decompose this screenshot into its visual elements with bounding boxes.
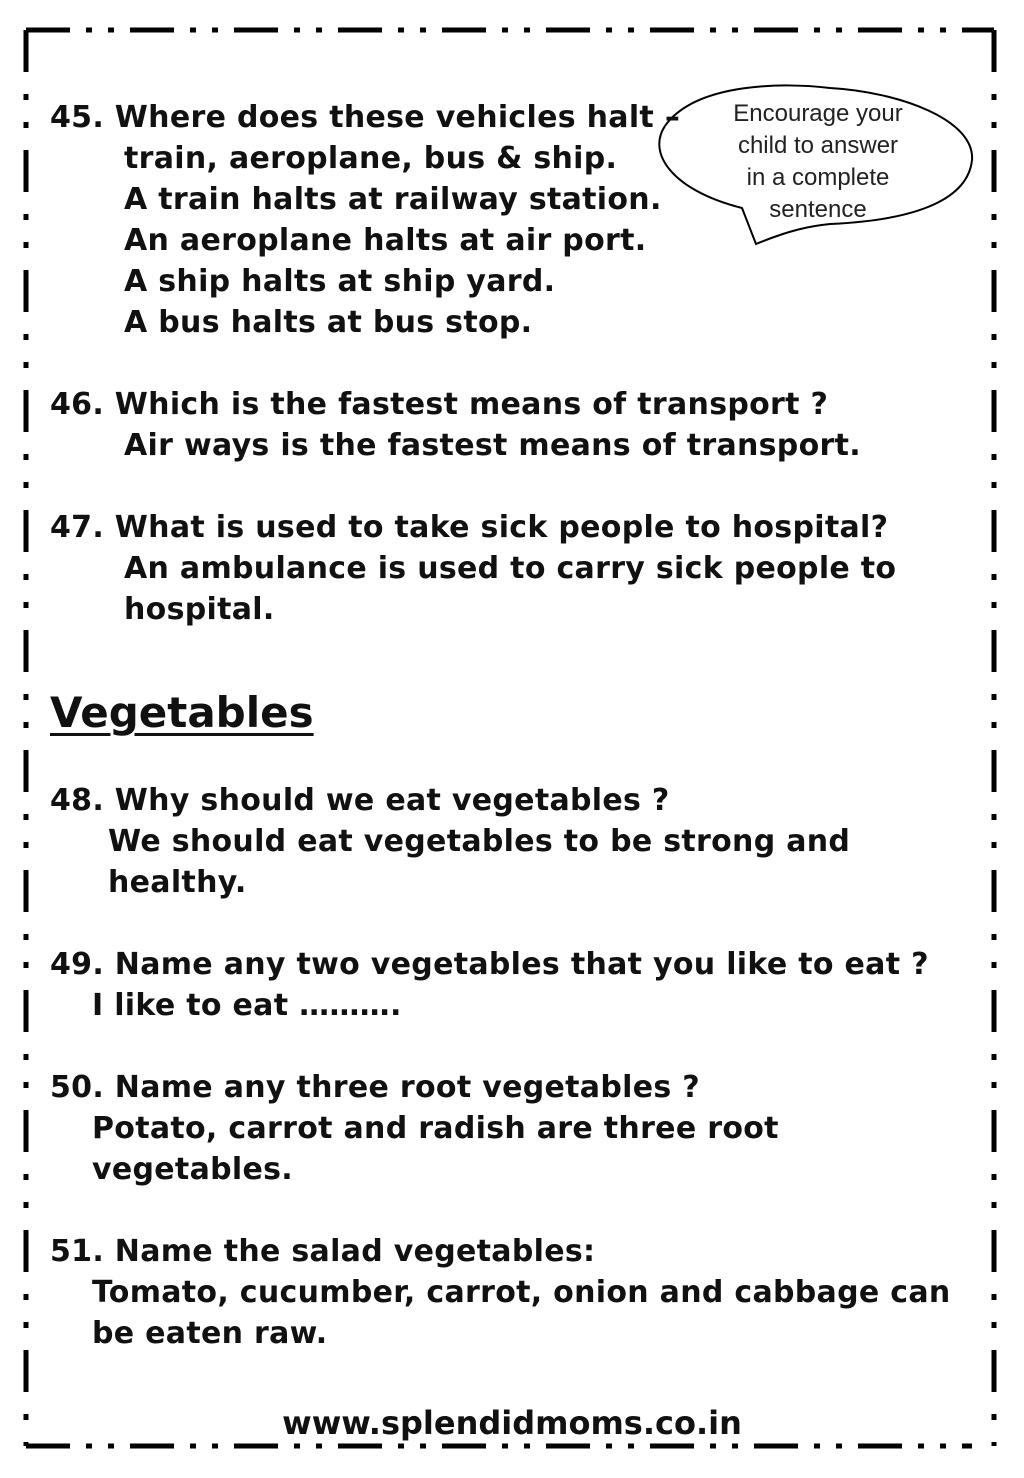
footer-url: www.splendidmoms.co.in <box>282 1404 742 1442</box>
callout-text <box>712 98 924 226</box>
answer-48-line: We should eat vegetables to be strong and <box>108 824 851 859</box>
answer-48-line: healthy. <box>108 865 247 900</box>
question-48: 48. Why should we eat vegetables ? <box>50 783 670 818</box>
answer-47-line: hospital. <box>124 592 275 627</box>
answer-45-line: A train halts at railway station. <box>124 182 662 217</box>
answer-45-line: A bus halts at bus stop. <box>124 305 533 340</box>
answer-51-line: be eaten raw. <box>92 1316 328 1351</box>
callout-line: Encourage your <box>733 100 903 127</box>
answer-46-line: Air ways is the fastest means of transport. <box>124 428 861 463</box>
answer-50-line: Potato, carrot and radish are three root <box>92 1111 779 1146</box>
answer-47-line: An ambulance is used to carry sick people to <box>124 551 897 586</box>
answer-50-line: vegetables. <box>92 1152 293 1187</box>
question-45: 45. Where does these vehicles halt – <box>50 100 681 135</box>
question-47: 47. What is used to take sick people to hospital? <box>50 510 889 545</box>
question-46: 46. Which is the fastest means of transport ? <box>50 387 829 422</box>
callout-line: sentence <box>769 196 867 223</box>
question-51: 51. Name the salad vegetables: <box>50 1234 596 1269</box>
question-50: 50. Name any three root vegetables ? <box>50 1070 700 1105</box>
answer-45-line: A ship halts at ship yard. <box>124 264 556 299</box>
callout-line: child to answer <box>737 132 899 159</box>
question-49: 49. Name any two vegetables that you like to eat ? <box>50 947 929 982</box>
callout-line: in a complete <box>746 164 890 191</box>
section-heading: Vegetables <box>50 688 314 737</box>
question-45-cont: train, aeroplane, bus & ship. <box>124 141 618 176</box>
answer-45-line: An aeroplane halts at air port. <box>124 223 647 258</box>
answer-51-line: Tomato, cucumber, carrot, onion and cabbage can <box>92 1275 951 1310</box>
answer-49-line: I like to eat ………. <box>92 988 402 1023</box>
